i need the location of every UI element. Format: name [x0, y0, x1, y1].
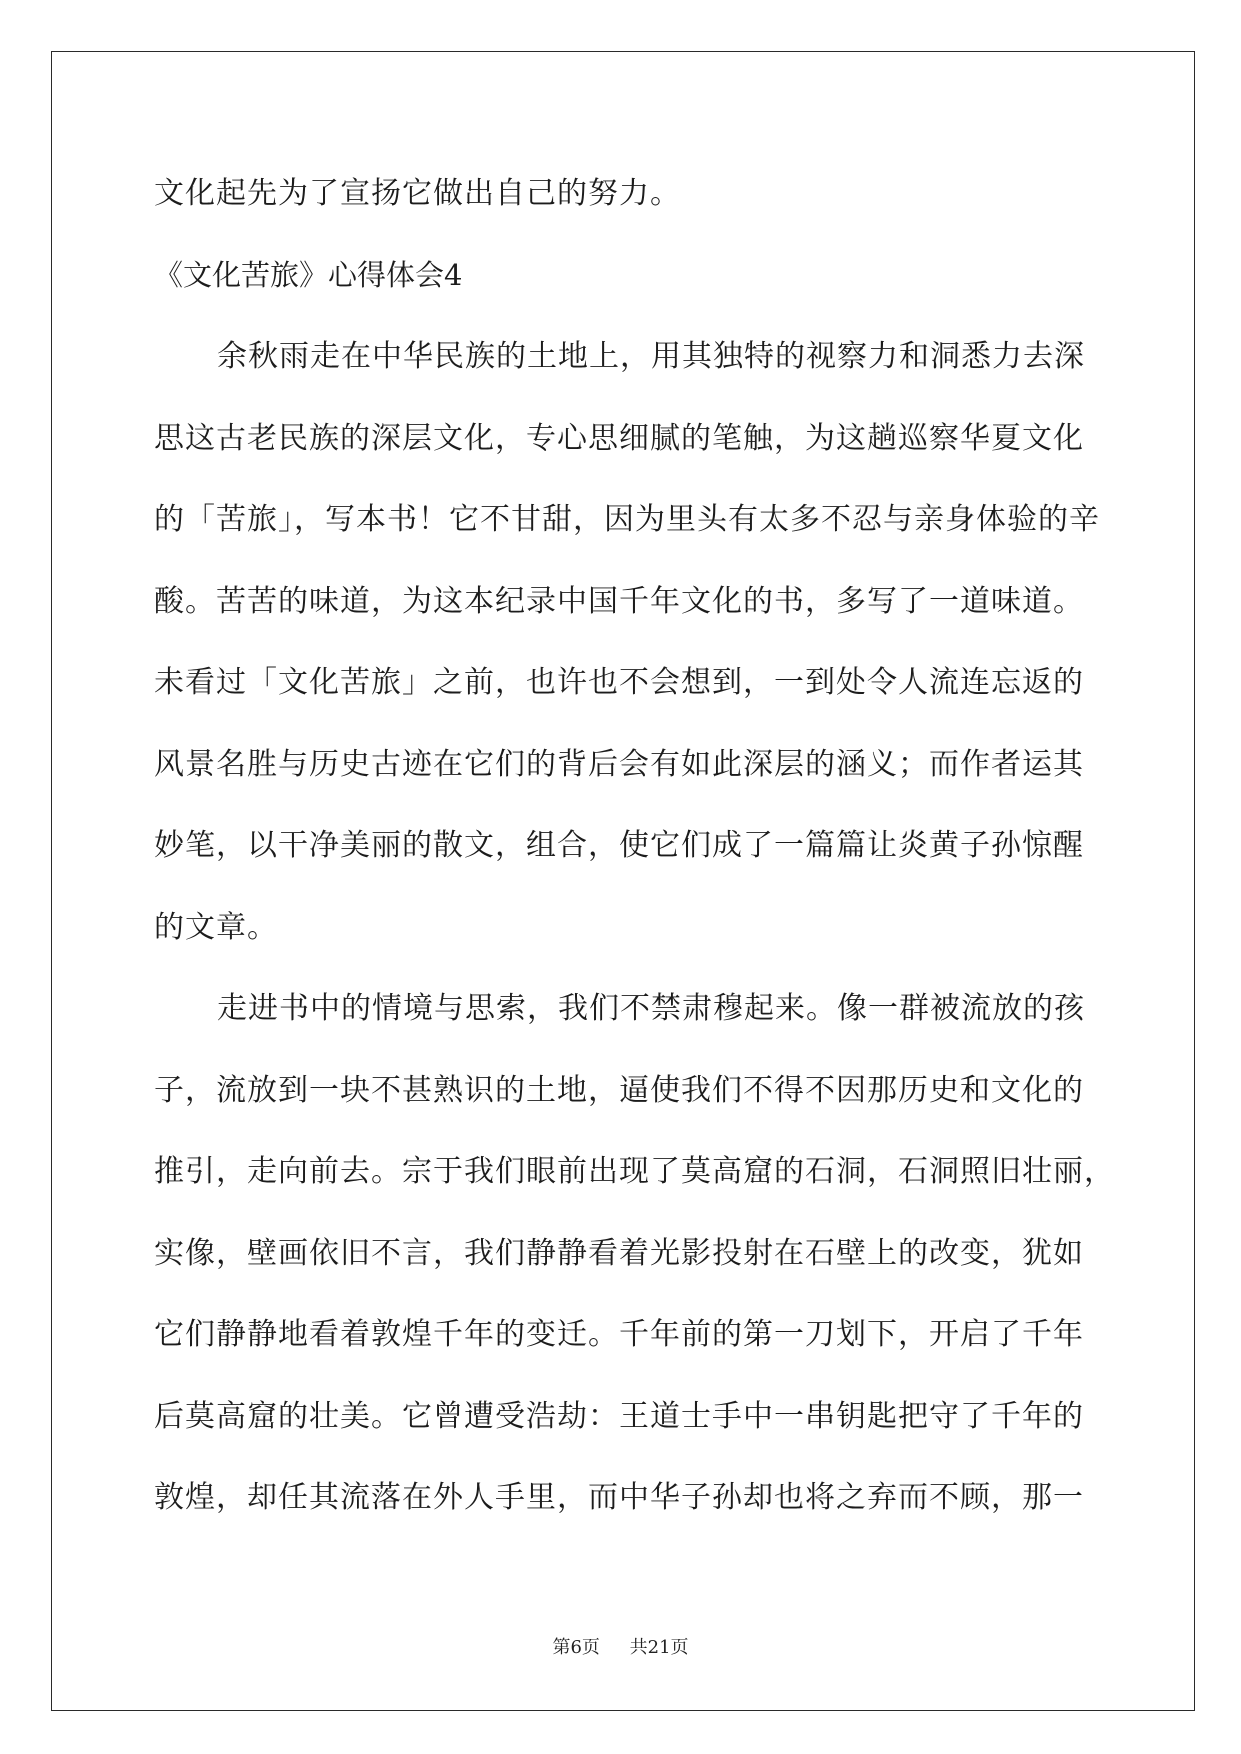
page-footer [0, 1636, 1241, 1660]
text-line: 的文章。 [154, 909, 278, 945]
text-line: 风景名胜与历史古迹在它们的背后会有如此深层的涵义；而作者运其 [154, 746, 1084, 782]
text-line: 文化起先为了宣扬它做出自己的努力。 [154, 176, 681, 211]
page-number: 第6页 [552, 1637, 600, 1658]
text-line: 实像，壁画依旧不言，我们静静看着光影投射在石壁上的改变，犹如 [154, 1235, 1084, 1271]
text-line: 敦煌，却任其流落在外人手里，而中华子孙却也将之弃而不顾，那一 [154, 1480, 1084, 1515]
paragraph [154, 968, 1134, 1539]
text-line: 后莫高窟的壮美。它曾遭受浩劫：王道士手中一串钥匙把守了千年的 [154, 1398, 1084, 1434]
text-line: 酸。苦苦的味道，为这本纪录中国千年文化的书，多写了一道味道。 [154, 583, 1084, 619]
text-line: 推引，走向前去。宗于我们眼前出现了莫高窟的石洞，石洞照旧壮丽， [154, 1154, 1115, 1189]
text-line: 走进书中的情境与思索，我们不禁肃穆起来。像一群被流放的孩 [217, 991, 1085, 1026]
text-line: 余秋雨走在中华民族的土地上，用其独特的视察力和洞悉力去深 [217, 339, 1085, 374]
text-line: 它们静静地看着敦煌千年的变迁。千年前的第一刀划下，开启了千年 [154, 1317, 1084, 1352]
text-line: 思这古老民族的深层文化，专心思细腻的笔触，为这趟巡察华夏文化 [154, 420, 1084, 456]
text-line: 未看过「文化苦旅」之前，也许也不会想到，一到处令人流连忘返的 [154, 665, 1084, 700]
paragraph [154, 316, 1134, 968]
page-total: 共21页 [629, 1637, 689, 1658]
text-line: 的「苦旅」，写本书！它不甘甜，因为里头有太多不忍与亲身体验的辛 [154, 502, 1100, 537]
text-line: 妙笔，以干净美丽的散文，组合，使它们成了一篇篇让炎黄子孙惊醒 [154, 828, 1084, 863]
section-heading: 《文化苦旅》心得体会4 [154, 257, 463, 292]
text-line: 子，流放到一块不甚熟识的土地，逼使我们不得不因那历史和文化的 [154, 1072, 1084, 1108]
document-body [154, 153, 1134, 1539]
